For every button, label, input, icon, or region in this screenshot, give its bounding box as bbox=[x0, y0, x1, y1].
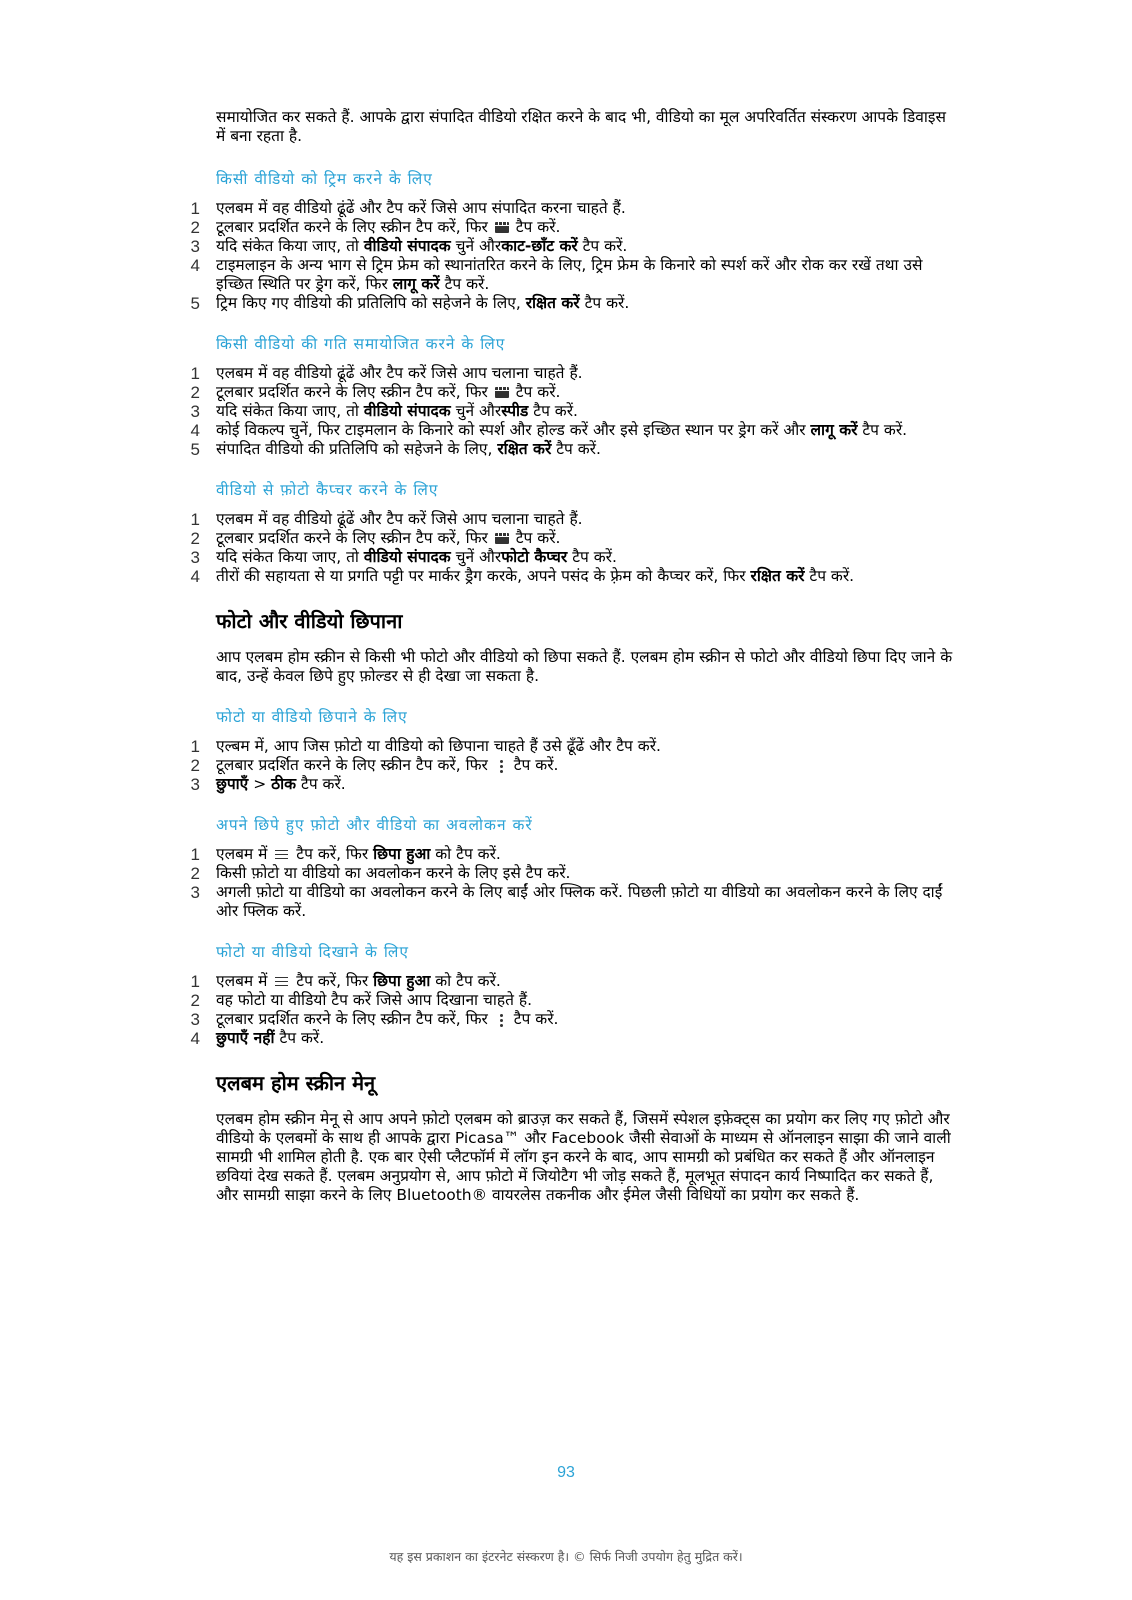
hide-steps bbox=[190, 737, 956, 794]
footer-note: यह इस प्रकाशन का इंटरनेट संस्करण है। © सिर्फ निजी उपयोग हेतु मुद्रित करें। bbox=[389, 1549, 743, 1564]
trim-step-1: 1 एलबम में वह वीडियो ढूंढें और टैप करें जिसे आप संपादित करना चाहते हैं. bbox=[190, 199, 626, 218]
page-number: 93 bbox=[557, 1464, 575, 1481]
view-hidden-step-2: 2 किसी फ़ोटो या वीडियो का अवलोकन करने के लिए इसे टैप करें. bbox=[190, 864, 571, 883]
unhide-step-1: 1 एलबम में टैप करें, फिर छिपा हुआ को टैप करें. bbox=[190, 972, 501, 991]
intro-paragraph: समायोजित कर सकते हैं. आपके द्वारा संपादित वीडियो रक्षित करने के बाद भी, वीडियो का मूल अपरिवर्तित संस्करण आपके डिवाइस में बना रहता है. bbox=[216, 108, 946, 145]
video-editor-icon bbox=[495, 533, 509, 544]
overflow-menu-icon bbox=[499, 759, 503, 773]
speed-step-4: 4 कोई विकल्प चुनें, फिर टाइमलान के किनारे को स्पर्श और होल्ड करें और इसे इच्छित स्थान पर ड्रेग करें और लागू करें टैप करें. bbox=[190, 421, 908, 440]
hide-step-2: 2 टूलबार प्रदर्शित करने के लिए स्क्रीन टैप करें, फिर टैप करें. bbox=[190, 756, 559, 775]
menu-section-title: एलबम होम स्क्रीन मेनू bbox=[216, 1071, 376, 1095]
unhide-option: छुपाएँ नहीं bbox=[216, 1029, 275, 1047]
speed-steps bbox=[190, 364, 956, 459]
hide-option: छुपाएँ bbox=[216, 775, 249, 793]
view-hidden-step-1: 1 एलबम में टैप करें, फिर छिपा हुआ को टैप करें. bbox=[190, 845, 501, 864]
save-option: रक्षित करें bbox=[750, 567, 805, 585]
trim-option: काट-छाँट करें bbox=[501, 237, 578, 255]
hide-heading: फोटो या वीडियो छिपाने के लिए bbox=[216, 708, 408, 726]
menu-section-paragraph: एलबम होम स्क्रीन मेनू से आप अपने फ़ोटो एलबम को ब्राउज़ कर सकते हैं, जिसमें स्पेशल इफ़ेक्ट्स का प्रयोग कर लिए गए फ़ोटो और वीडियो के एलबमों के साथ ही आपके द्वारा Picasa™ और Facebook जैसी सेवाओं के माध्यम से ऑनलाइन साझा की जाने वाली सामग्री भी शामिल होती है. एक बार ऐसी प्लैटफॉर्म में लॉग इन करने के बाद, आप सामग्री को प्रबंधित कर सकते हैं और ऑनलाइन छवियां देख सकते हैं. एलबम अनुप्रयोग से, आप फ़ोटो में जियोटैग भी जोड़ सकते हैं, मूलभूत संपादन कार्य निष्पादित कर सकते हैं, और सामग्री साझा करने के लिए Bluetooth® वायरलेस तकनीक और ईमेल जैसी विधियों का प्रयोग कर सकते हैं. bbox=[216, 1110, 951, 1204]
save-option: रक्षित करें bbox=[497, 440, 552, 458]
apply-option: लागू करें bbox=[810, 421, 858, 439]
view-hidden-step-3: 3 अगली फ़ोटो या वीडियो का अवलोकन करने के लिए बाईं ओर फ्लिक करें. पिछली फ़ोटो या वीडियो का अवलोकन करने के लिए दाईं ओर फ्लिक करें. bbox=[190, 883, 943, 920]
hidden-option: छिपा हुआ bbox=[373, 845, 431, 863]
page-content bbox=[190, 108, 956, 1205]
capture-step-4: 4 तीरों की सहायता से या प्रगति पट्टी पर मार्कर ड्रैग करके, अपने पसंद के फ़्रेम को कैप्चर करें, फिर रक्षित करें टैप करें. bbox=[190, 567, 855, 586]
hide-section-paragraph: आप एलबम होम स्क्रीन से किसी भी फोटो और वीडियो को छिपा सकते हैं. एलबम होम स्क्रीन से फोटो और वीडियो छिपा दिए जाने के बाद, उन्हें केवल छिपे हुए फ़ोल्डर से ही देखा जा सकता है. bbox=[216, 648, 953, 685]
speed-step-1: 1 एलबम में वह वीडियो ढूंढें और टैप करें जिसे आप चलाना चाहते हैं. bbox=[190, 364, 583, 383]
speed-step-3: 3 यदि संकेत किया जाए, तो वीडियो संपादक चुनें औरस्पीड टैप करें. bbox=[190, 402, 578, 421]
unhide-step-3: 3 टूलबार प्रदर्शित करने के लिए स्क्रीन टैप करें, फिर टैप करें. bbox=[190, 1010, 559, 1029]
trim-step-2: 2 टूलबार प्रदर्शित करने के लिए स्क्रीन टैप करें, फिर टैप करें. bbox=[190, 218, 561, 237]
photo-capture-option: फोटो कैप्चर bbox=[501, 548, 568, 566]
view-hidden-steps bbox=[190, 845, 956, 921]
speed-heading: किसी वीडियो की गति समायोजित करने के लिए bbox=[216, 335, 506, 353]
unhide-heading: फोटो या वीडियो दिखाने के लिए bbox=[216, 943, 409, 961]
video-editor-option: वीडियो संपादक bbox=[363, 402, 451, 420]
capture-step-2: 2 टूलबार प्रदर्शित करने के लिए स्क्रीन टैप करें, फिर टैप करें. bbox=[190, 529, 561, 548]
hide-step-1: 1 एल्बम में, आप जिस फ़ोटो या वीडियो को छिपाना चाहते हैं उसे ढूँढें और टैप करें. bbox=[190, 737, 661, 756]
apply-option: लागू करें bbox=[392, 275, 440, 293]
overflow-menu-icon bbox=[499, 1013, 503, 1027]
unhide-step-2: 2 वह फोटो या वीडियो टैप करें जिसे आप दिखाना चाहते हैं. bbox=[190, 991, 532, 1010]
save-option: रक्षित करें bbox=[525, 294, 580, 312]
hide-section-title: फोटो और वीडियो छिपाना bbox=[216, 609, 403, 633]
trim-step-4: 4 टाइमलाइन के अन्य भाग से ट्रिम फ्रेम को स्थानांतरित करने के लिए, ट्रिम फ्रेम के किनारे को स्पर्श करें और रोक कर रखें तथा उसे इच्छित स्थिति पर ड्रेग करें, फिर लागू करें टैप करें. bbox=[190, 256, 923, 293]
unhide-steps bbox=[190, 972, 956, 1048]
trim-step-5: 5 ट्रिम किए गए वीडियो की प्रतिलिपि को सहेजने के लिए, रक्षित करें टैप करें. bbox=[190, 294, 630, 313]
speed-option: स्पीड bbox=[501, 402, 529, 420]
capture-step-3: 3 यदि संकेत किया जाए, तो वीडियो संपादक चुनें औरफोटो कैप्चर टैप करें. bbox=[190, 548, 617, 567]
speed-step-2: 2 टूलबार प्रदर्शित करने के लिए स्क्रीन टैप करें, फिर टैप करें. bbox=[190, 383, 561, 402]
hide-step-3: 3 छुपाएँ > ठीक टैप करें. bbox=[190, 775, 346, 794]
video-editor-icon bbox=[495, 387, 509, 398]
capture-step-1: 1 एलबम में वह वीडियो ढूंढें और टैप करें जिसे आप चलाना चाहते हैं. bbox=[190, 510, 583, 529]
trim-heading: किसी वीडियो को ट्रिम करने के लिए bbox=[216, 170, 433, 188]
unhide-step-4: 4 छुपाएँ नहीं टैप करें. bbox=[190, 1029, 325, 1048]
video-editor-option: वीडियो संपादक bbox=[363, 548, 451, 566]
trim-step-3: 3 यदि संकेत किया जाए, तो वीडियो संपादक चुनें औरकाट-छाँट करें टैप करें. bbox=[190, 237, 628, 256]
video-editor-icon bbox=[495, 222, 509, 233]
hamburger-menu-icon bbox=[275, 976, 288, 987]
speed-step-5: 5 संपादित वीडियो की प्रतिलिपि को सहेजने के लिए, रक्षित करें टैप करें. bbox=[190, 440, 601, 459]
ok-option: ठीक bbox=[271, 775, 297, 793]
view-hidden-heading: अपने छिपे हुए फ़ोटो और वीडियो का अवलोकन करें bbox=[216, 816, 533, 834]
trim-steps bbox=[190, 199, 956, 313]
hamburger-menu-icon bbox=[275, 849, 288, 860]
capture-steps bbox=[190, 510, 956, 586]
video-editor-option: वीडियो संपादक bbox=[363, 237, 451, 255]
hidden-option: छिपा हुआ bbox=[373, 972, 431, 990]
capture-heading: वीडियो से फ़ोटो कैप्चर करने के लिए bbox=[216, 481, 439, 499]
